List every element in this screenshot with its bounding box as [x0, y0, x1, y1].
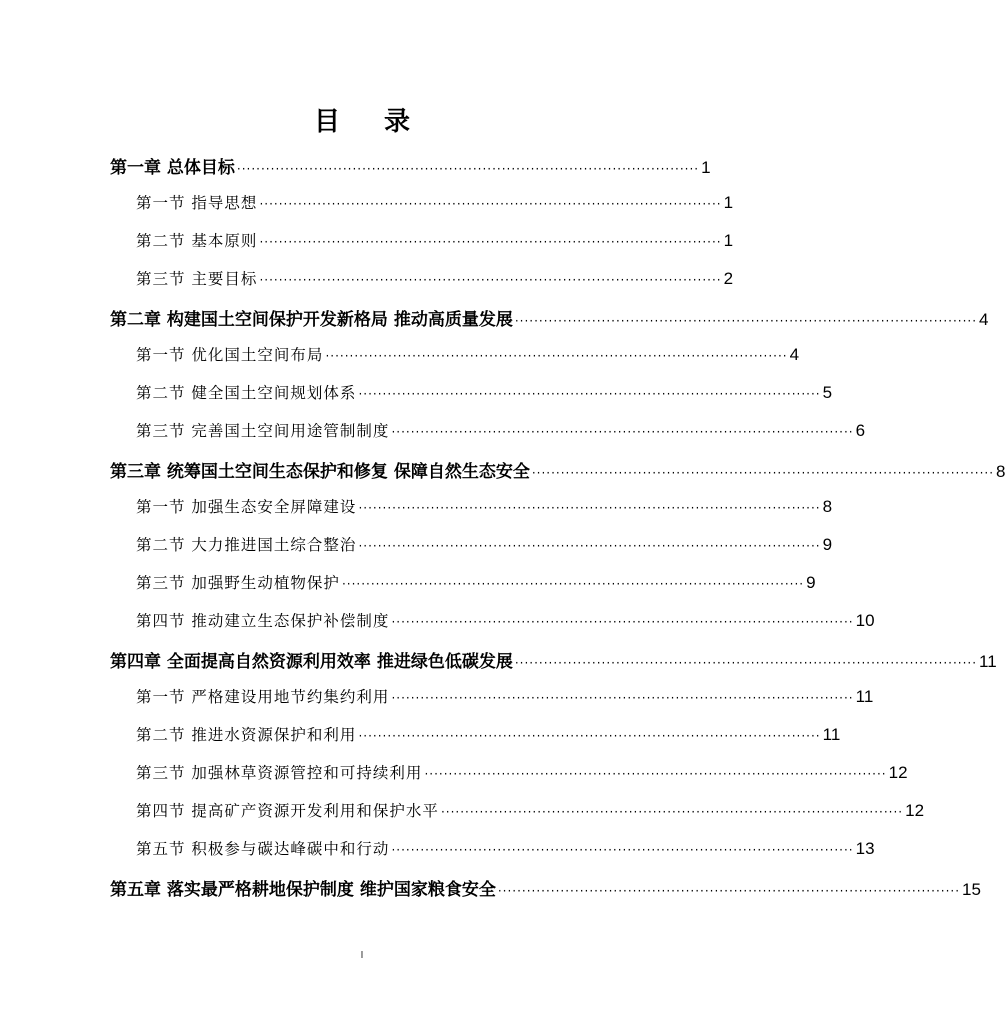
toc-entry-page: 9 [806, 573, 816, 592]
dot-leader: ································································································ [514, 656, 978, 670]
toc-entry-chapter[interactable] [110, 875, 981, 901]
dot-leader: ································································································ [259, 235, 722, 249]
dot-leader: ································································································ [259, 273, 722, 287]
toc-entry-label: 第一节 指导思想 [136, 194, 258, 212]
dot-leader: ································································································ [358, 729, 821, 743]
dot-leader: ································································································ [391, 425, 854, 439]
toc-entry-label: 第五节 积极参与碳达峰碳中和行动 [136, 840, 390, 858]
title-char-1: 目 [313, 107, 340, 137]
toc-entry-page: 11 [979, 652, 997, 671]
page-number: I [360, 950, 364, 961]
dot-leader: ································································································ [259, 197, 722, 211]
toc-entry-section[interactable] [136, 533, 833, 559]
dot-leader: ································································································ [391, 843, 854, 857]
toc-entry-section[interactable] [136, 609, 875, 635]
dot-leader: ································································································ [391, 691, 854, 705]
toc-entry-label: 第二节 健全国土空间规划体系 [136, 384, 357, 402]
toc-entry-page: 12 [905, 801, 925, 820]
toc-entry-section[interactable] [136, 191, 734, 217]
toc-entry-label: 第三章 统筹国土空间生态保护和修复 保障自然生态安全 [110, 462, 530, 482]
toc-entry-chapter[interactable] [110, 153, 711, 179]
toc-entry-section[interactable] [136, 381, 833, 407]
dot-leader: ································································································ [341, 577, 805, 591]
toc-entry-page: 12 [888, 763, 908, 782]
toc-title [0, 101, 724, 138]
toc-entry-label: 第四章 全面提高自然资源利用效率 推进绿色低碳发展 [110, 652, 513, 672]
dot-leader: ································································································ [391, 615, 854, 629]
toc-entry-label: 第二节 大力推进国土综合整治 [136, 536, 357, 554]
toc-entry-page: 2 [723, 269, 734, 288]
toc-entry-label: 第二节 推进水资源保护和利用 [136, 726, 357, 744]
toc-entry-label: 第二章 构建国土空间保护开发新格局 推动高质量发展 [110, 310, 513, 330]
toc-entry-label: 第三节 完善国土空间用途管制制度 [136, 422, 390, 440]
toc-entry-page: 1 [723, 231, 734, 250]
toc-entry-label: 第三节 加强林草资源管控和可持续利用 [136, 764, 423, 782]
toc-entry-section[interactable] [136, 571, 816, 597]
toc-entry-page: 1 [723, 193, 734, 212]
dot-leader: ································································································ [514, 314, 978, 328]
toc-entry-page: 1 [701, 158, 711, 177]
toc-entry-label: 第二节 基本原则 [136, 232, 258, 250]
dot-leader: ································································································ [358, 387, 821, 401]
toc-entry-section[interactable] [136, 723, 841, 749]
toc-entry-section[interactable] [136, 229, 734, 255]
dot-leader: ································································································ [325, 349, 788, 363]
dot-leader: ································································································ [440, 805, 904, 819]
dot-leader: ································································································ [358, 539, 821, 553]
toc-entry-section[interactable] [136, 685, 874, 711]
toc-entry-label: 第四节 提高矿产资源开发利用和保护水平 [136, 802, 439, 820]
title-char-2: 录 [384, 107, 411, 137]
toc-entry-chapter[interactable] [110, 457, 1006, 483]
dot-leader: ································································································ [236, 162, 700, 176]
toc-entry-page: 8 [996, 462, 1006, 481]
toc-entry-page: 8 [822, 497, 833, 516]
toc-entry-label: 第一节 严格建设用地节约集约利用 [136, 688, 390, 706]
toc-entry-label: 第四节 推动建立生态保护补偿制度 [136, 612, 390, 630]
toc-entry-label: 第三节 主要目标 [136, 270, 258, 288]
toc-entry-section[interactable] [136, 419, 866, 445]
toc-entry-label: 第一章 总体目标 [110, 158, 235, 178]
toc-entry-page: 13 [855, 839, 875, 858]
toc-entry-section[interactable] [136, 799, 925, 825]
toc-entry-page: 4 [789, 345, 800, 364]
toc-entry-section[interactable] [136, 495, 833, 521]
toc-entry-section[interactable] [136, 267, 734, 293]
toc-entry-page: 15 [962, 880, 981, 899]
toc-entry-page: 9 [822, 535, 833, 554]
toc-entry-section[interactable] [136, 837, 875, 863]
toc-entry-chapter[interactable] [110, 305, 989, 331]
toc-entry-page: 6 [855, 421, 866, 440]
toc-entry-label: 第一节 加强生态安全屏障建设 [136, 498, 357, 516]
dot-leader: ································································································ [531, 466, 995, 480]
dot-leader: ································································································ [497, 884, 961, 898]
dot-leader: ································································································ [424, 767, 887, 781]
toc-entry-label: 第五章 落实最严格耕地保护制度 维护国家粮食安全 [110, 880, 496, 900]
toc-entry-page: 4 [979, 310, 989, 329]
toc-entry-label: 第一节 优化国土空间布局 [136, 346, 324, 364]
toc-entry-chapter[interactable] [110, 647, 997, 673]
dot-leader: ································································································ [358, 501, 821, 515]
toc-entry-page: 5 [822, 383, 833, 402]
toc-entry-section[interactable] [136, 343, 800, 369]
toc-entry-page: 11 [822, 725, 841, 744]
toc-entry-page: 11 [855, 687, 874, 706]
toc-entry-page: 10 [855, 611, 875, 630]
toc-entry-label: 第三节 加强野生动植物保护 [136, 574, 340, 592]
toc-entry-section[interactable] [136, 761, 908, 787]
